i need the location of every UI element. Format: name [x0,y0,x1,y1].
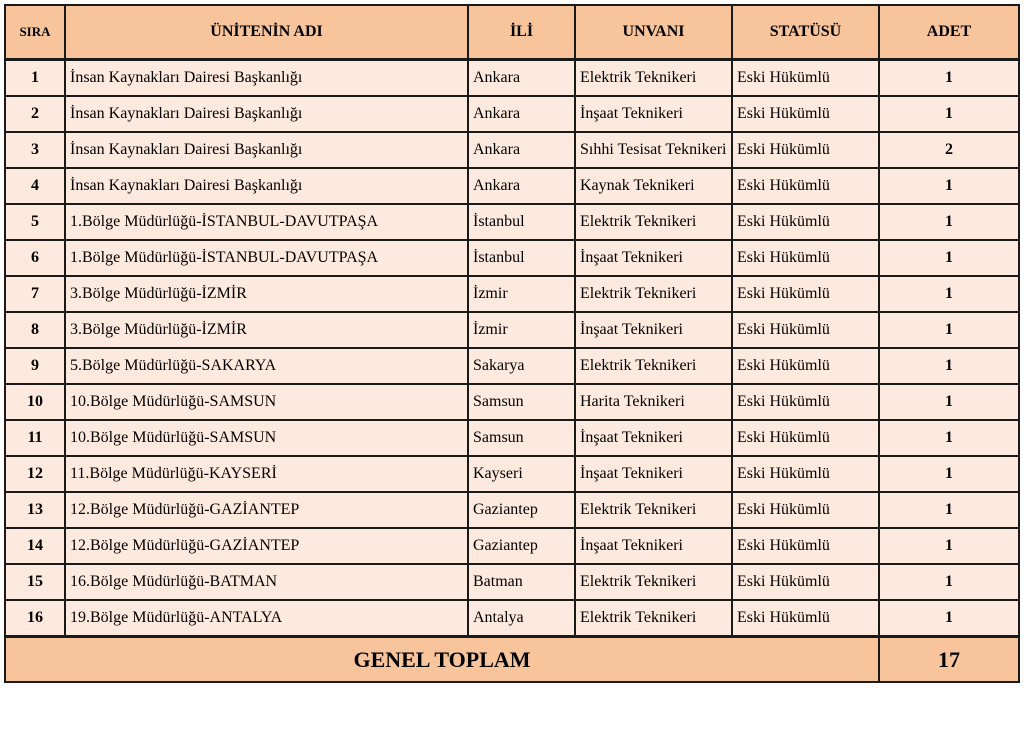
cell-il: Antalya [468,600,575,637]
cell-statu: Eski Hükümlü [732,528,879,564]
cell-sira: 2 [5,96,65,132]
cell-statu: Eski Hükümlü [732,564,879,600]
table-row [5,60,1019,97]
cell-unite: İnsan Kaynakları Dairesi Başkanlığı [65,132,468,168]
cell-il: Ankara [468,96,575,132]
cell-il: Kayseri [468,456,575,492]
cell-il: Sakarya [468,348,575,384]
cell-unvan: Harita Teknikeri [575,384,732,420]
total-value: 17 [879,637,1019,683]
staffing-table [4,4,1020,683]
cell-sira: 8 [5,312,65,348]
column-header-unvan: UNVANI [575,5,732,60]
cell-unvan: Elektrik Teknikeri [575,204,732,240]
cell-adet: 1 [879,348,1019,384]
cell-sira: 11 [5,420,65,456]
cell-statu: Eski Hükümlü [732,60,879,97]
cell-unvan: İnşaat Teknikeri [575,312,732,348]
table-row [5,168,1019,204]
cell-unvan: Sıhhi Tesisat Teknikeri [575,132,732,168]
cell-sira: 4 [5,168,65,204]
cell-statu: Eski Hükümlü [732,420,879,456]
cell-unite: 1.Bölge Müdürlüğü-İSTANBUL-DAVUTPAŞA [65,240,468,276]
table-body [5,60,1019,637]
cell-unvan: Elektrik Teknikeri [575,348,732,384]
cell-unvan: Elektrik Teknikeri [575,492,732,528]
cell-il: Ankara [468,60,575,97]
cell-unite: 10.Bölge Müdürlüğü-SAMSUN [65,384,468,420]
cell-unite: 3.Bölge Müdürlüğü-İZMİR [65,312,468,348]
cell-statu: Eski Hükümlü [732,600,879,637]
table-row [5,348,1019,384]
cell-unite: İnsan Kaynakları Dairesi Başkanlığı [65,60,468,97]
cell-sira: 6 [5,240,65,276]
cell-adet: 1 [879,168,1019,204]
table-row [5,600,1019,637]
table-row [5,492,1019,528]
cell-unite: 12.Bölge Müdürlüğü-GAZİANTEP [65,528,468,564]
cell-adet: 1 [879,204,1019,240]
cell-sira: 10 [5,384,65,420]
column-header-adet: ADET [879,5,1019,60]
cell-unvan: İnşaat Teknikeri [575,420,732,456]
cell-statu: Eski Hükümlü [732,492,879,528]
cell-unite: 10.Bölge Müdürlüğü-SAMSUN [65,420,468,456]
cell-sira: 13 [5,492,65,528]
cell-adet: 1 [879,528,1019,564]
cell-adet: 1 [879,456,1019,492]
cell-unite: 11.Bölge Müdürlüğü-KAYSERİ [65,456,468,492]
cell-adet: 1 [879,240,1019,276]
column-header-unite: ÜNİTENİN ADI [65,5,468,60]
cell-il: Batman [468,564,575,600]
cell-sira: 16 [5,600,65,637]
cell-sira: 5 [5,204,65,240]
table-row [5,96,1019,132]
table-row [5,204,1019,240]
cell-statu: Eski Hükümlü [732,348,879,384]
cell-adet: 1 [879,600,1019,637]
cell-statu: Eski Hükümlü [732,456,879,492]
cell-il: Gaziantep [468,528,575,564]
column-header-sira: SIRA [5,5,65,60]
staffing-table-container [4,4,1018,683]
cell-il: İzmir [468,312,575,348]
cell-il: İzmir [468,276,575,312]
cell-adet: 1 [879,564,1019,600]
table-row [5,240,1019,276]
cell-unite: 16.Bölge Müdürlüğü-BATMAN [65,564,468,600]
cell-unite: 5.Bölge Müdürlüğü-SAKARYA [65,348,468,384]
table-row [5,384,1019,420]
cell-statu: Eski Hükümlü [732,240,879,276]
cell-il: İstanbul [468,204,575,240]
column-header-il: İLİ [468,5,575,60]
cell-unite: 3.Bölge Müdürlüğü-İZMİR [65,276,468,312]
cell-unite: İnsan Kaynakları Dairesi Başkanlığı [65,96,468,132]
table-row [5,420,1019,456]
cell-adet: 1 [879,60,1019,97]
cell-unvan: İnşaat Teknikeri [575,96,732,132]
cell-adet: 1 [879,312,1019,348]
cell-statu: Eski Hükümlü [732,96,879,132]
cell-adet: 1 [879,384,1019,420]
cell-il: Samsun [468,420,575,456]
cell-unite: İnsan Kaynakları Dairesi Başkanlığı [65,168,468,204]
table-row [5,312,1019,348]
cell-statu: Eski Hükümlü [732,132,879,168]
header-row [5,5,1019,60]
cell-sira: 15 [5,564,65,600]
cell-sira: 7 [5,276,65,312]
cell-unite: 1.Bölge Müdürlüğü-İSTANBUL-DAVUTPAŞA [65,204,468,240]
cell-adet: 2 [879,132,1019,168]
cell-unvan: Elektrik Teknikeri [575,60,732,97]
table-row [5,564,1019,600]
cell-il: İstanbul [468,240,575,276]
cell-sira: 1 [5,60,65,97]
cell-unvan: Elektrik Teknikeri [575,600,732,637]
cell-adet: 1 [879,276,1019,312]
cell-adet: 1 [879,420,1019,456]
cell-unvan: Elektrik Teknikeri [575,276,732,312]
cell-statu: Eski Hükümlü [732,168,879,204]
cell-statu: Eski Hükümlü [732,312,879,348]
table-row [5,276,1019,312]
cell-unvan: Elektrik Teknikeri [575,564,732,600]
cell-statu: Eski Hükümlü [732,204,879,240]
cell-il: Samsun [468,384,575,420]
cell-il: Ankara [468,168,575,204]
column-header-statu: STATÜSÜ [732,5,879,60]
table-row [5,528,1019,564]
cell-adet: 1 [879,96,1019,132]
table-row [5,132,1019,168]
cell-sira: 9 [5,348,65,384]
cell-il: Ankara [468,132,575,168]
table-row [5,456,1019,492]
cell-unite: 19.Bölge Müdürlüğü-ANTALYA [65,600,468,637]
cell-unvan: İnşaat Teknikeri [575,528,732,564]
cell-unvan: Kaynak Teknikeri [575,168,732,204]
cell-unvan: İnşaat Teknikeri [575,240,732,276]
cell-statu: Eski Hükümlü [732,384,879,420]
cell-sira: 14 [5,528,65,564]
total-label: GENEL TOPLAM [5,637,879,683]
cell-sira: 12 [5,456,65,492]
cell-unvan: İnşaat Teknikeri [575,456,732,492]
cell-adet: 1 [879,492,1019,528]
cell-statu: Eski Hükümlü [732,276,879,312]
total-row [5,637,1019,683]
cell-sira: 3 [5,132,65,168]
cell-il: Gaziantep [468,492,575,528]
cell-unite: 12.Bölge Müdürlüğü-GAZİANTEP [65,492,468,528]
